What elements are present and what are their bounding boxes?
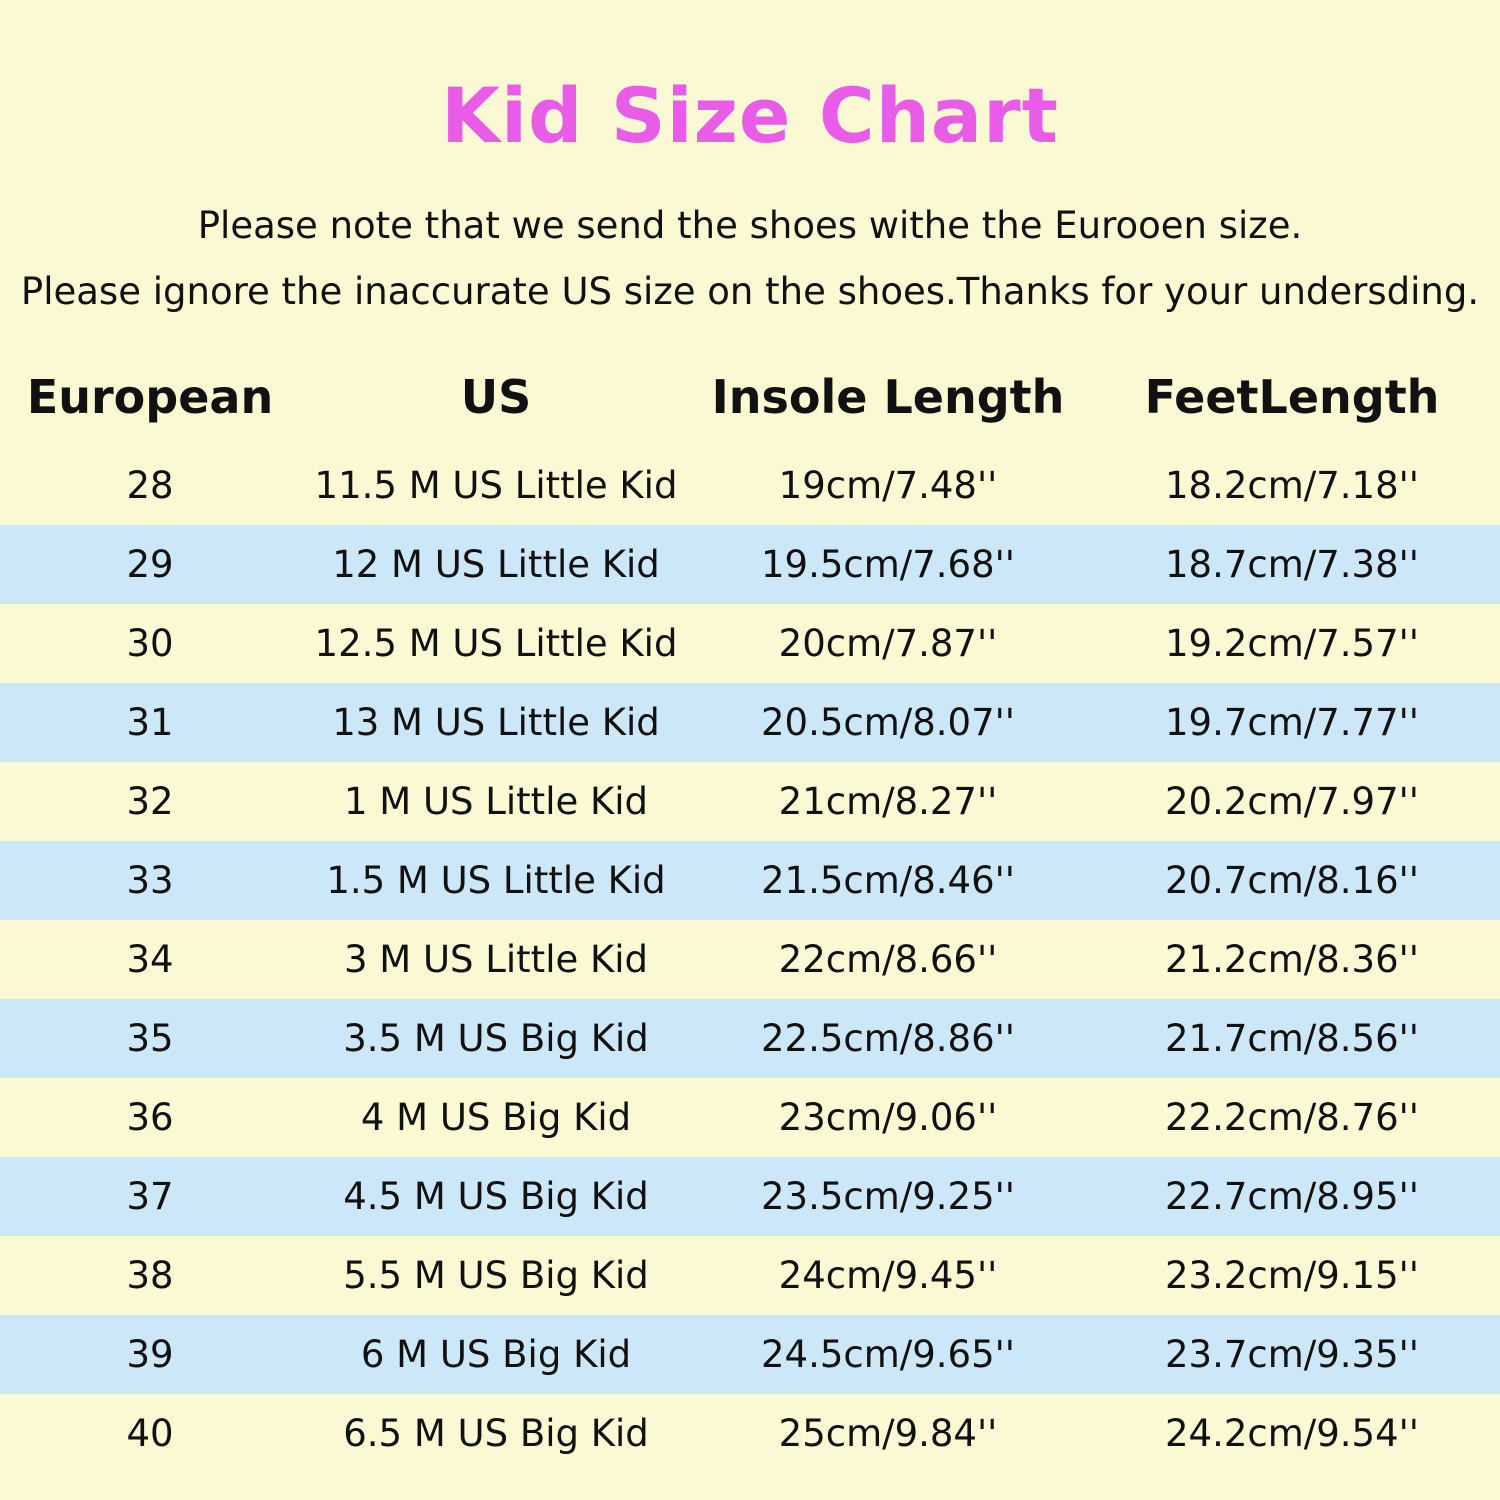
cell-feet-length: 21.7cm/8.56'' bbox=[1084, 999, 1500, 1078]
cell-us: 4.5 M US Big Kid bbox=[300, 1157, 692, 1236]
table-row bbox=[0, 1315, 1500, 1394]
table-row bbox=[0, 683, 1500, 762]
cell-us: 5.5 M US Big Kid bbox=[300, 1236, 692, 1315]
cell-us: 4 M US Big Kid bbox=[300, 1078, 692, 1157]
cell-insole-length: 19cm/7.48'' bbox=[692, 446, 1084, 525]
table-row bbox=[0, 1394, 1500, 1473]
cell-european: 37 bbox=[0, 1157, 300, 1236]
cell-feet-length: 19.7cm/7.77'' bbox=[1084, 683, 1500, 762]
cell-european: 39 bbox=[0, 1315, 300, 1394]
cell-insole-length: 22.5cm/8.86'' bbox=[692, 999, 1084, 1078]
cell-european: 35 bbox=[0, 999, 300, 1078]
cell-insole-length: 21cm/8.27'' bbox=[692, 762, 1084, 841]
cell-us: 11.5 M US Little Kid bbox=[300, 446, 692, 525]
cell-feet-length: 22.7cm/8.95'' bbox=[1084, 1157, 1500, 1236]
table-row bbox=[0, 1236, 1500, 1315]
column-header-feet-length: FeetLength bbox=[1084, 354, 1500, 446]
cell-european: 40 bbox=[0, 1394, 300, 1473]
size-chart-table bbox=[0, 354, 1500, 1473]
cell-insole-length: 23cm/9.06'' bbox=[692, 1078, 1084, 1157]
cell-insole-length: 22cm/8.66'' bbox=[692, 920, 1084, 999]
cell-insole-length: 23.5cm/9.25'' bbox=[692, 1157, 1084, 1236]
table-row bbox=[0, 604, 1500, 683]
cell-insole-length: 20cm/7.87'' bbox=[692, 604, 1084, 683]
table-body bbox=[0, 446, 1500, 1473]
cell-european: 38 bbox=[0, 1236, 300, 1315]
cell-us: 3.5 M US Big Kid bbox=[300, 999, 692, 1078]
note-line-1: Please note that we send the shoes withe the Eurooen size. bbox=[197, 204, 1303, 247]
cell-european: 33 bbox=[0, 841, 300, 920]
cell-us: 12.5 M US Little Kid bbox=[300, 604, 692, 683]
cell-european: 31 bbox=[0, 683, 300, 762]
table-row bbox=[0, 1157, 1500, 1236]
table-row bbox=[0, 525, 1500, 604]
cell-insole-length: 24.5cm/9.65'' bbox=[692, 1315, 1084, 1394]
cell-feet-length: 20.7cm/8.16'' bbox=[1084, 841, 1500, 920]
note-block bbox=[0, 196, 1500, 322]
cell-feet-length: 24.2cm/9.54'' bbox=[1084, 1394, 1500, 1473]
table-row bbox=[0, 920, 1500, 999]
note-line-2: Please ignore the inaccurate US size on the shoes.Thanks for your undersding. bbox=[20, 269, 1480, 313]
cell-us: 1.5 M US Little Kid bbox=[300, 841, 692, 920]
table-row bbox=[0, 841, 1500, 920]
column-header-insole-length: Insole Length bbox=[692, 354, 1084, 446]
table-row bbox=[0, 446, 1500, 525]
cell-feet-length: 22.2cm/8.76'' bbox=[1084, 1078, 1500, 1157]
cell-european: 28 bbox=[0, 446, 300, 525]
cell-insole-length: 20.5cm/8.07'' bbox=[692, 683, 1084, 762]
cell-feet-length: 18.2cm/7.18'' bbox=[1084, 446, 1500, 525]
cell-feet-length: 20.2cm/7.97'' bbox=[1084, 762, 1500, 841]
column-header-us: US bbox=[300, 354, 692, 446]
table-row bbox=[0, 762, 1500, 841]
cell-feet-length: 21.2cm/8.36'' bbox=[1084, 920, 1500, 999]
cell-us: 6.5 M US Big Kid bbox=[300, 1394, 692, 1473]
cell-european: 36 bbox=[0, 1078, 300, 1157]
cell-us: 3 M US Little Kid bbox=[300, 920, 692, 999]
column-header-european: European bbox=[0, 354, 300, 446]
cell-european: 30 bbox=[0, 604, 300, 683]
table-header bbox=[0, 354, 1500, 446]
cell-feet-length: 23.2cm/9.15'' bbox=[1084, 1236, 1500, 1315]
page-title: Kid Size Chart bbox=[441, 71, 1059, 160]
cell-us: 1 M US Little Kid bbox=[300, 762, 692, 841]
cell-insole-length: 21.5cm/8.46'' bbox=[692, 841, 1084, 920]
cell-feet-length: 18.7cm/7.38'' bbox=[1084, 525, 1500, 604]
cell-feet-length: 19.2cm/7.57'' bbox=[1084, 604, 1500, 683]
cell-insole-length: 19.5cm/7.68'' bbox=[692, 525, 1084, 604]
cell-european: 34 bbox=[0, 920, 300, 999]
cell-european: 32 bbox=[0, 762, 300, 841]
table-header-row bbox=[0, 354, 1500, 446]
cell-us: 13 M US Little Kid bbox=[300, 683, 692, 762]
cell-european: 29 bbox=[0, 525, 300, 604]
cell-us: 12 M US Little Kid bbox=[300, 525, 692, 604]
cell-insole-length: 25cm/9.84'' bbox=[692, 1394, 1084, 1473]
table-row bbox=[0, 999, 1500, 1078]
cell-feet-length: 23.7cm/9.35'' bbox=[1084, 1315, 1500, 1394]
table-row bbox=[0, 1078, 1500, 1157]
cell-insole-length: 24cm/9.45'' bbox=[692, 1236, 1084, 1315]
cell-us: 6 M US Big Kid bbox=[300, 1315, 692, 1394]
